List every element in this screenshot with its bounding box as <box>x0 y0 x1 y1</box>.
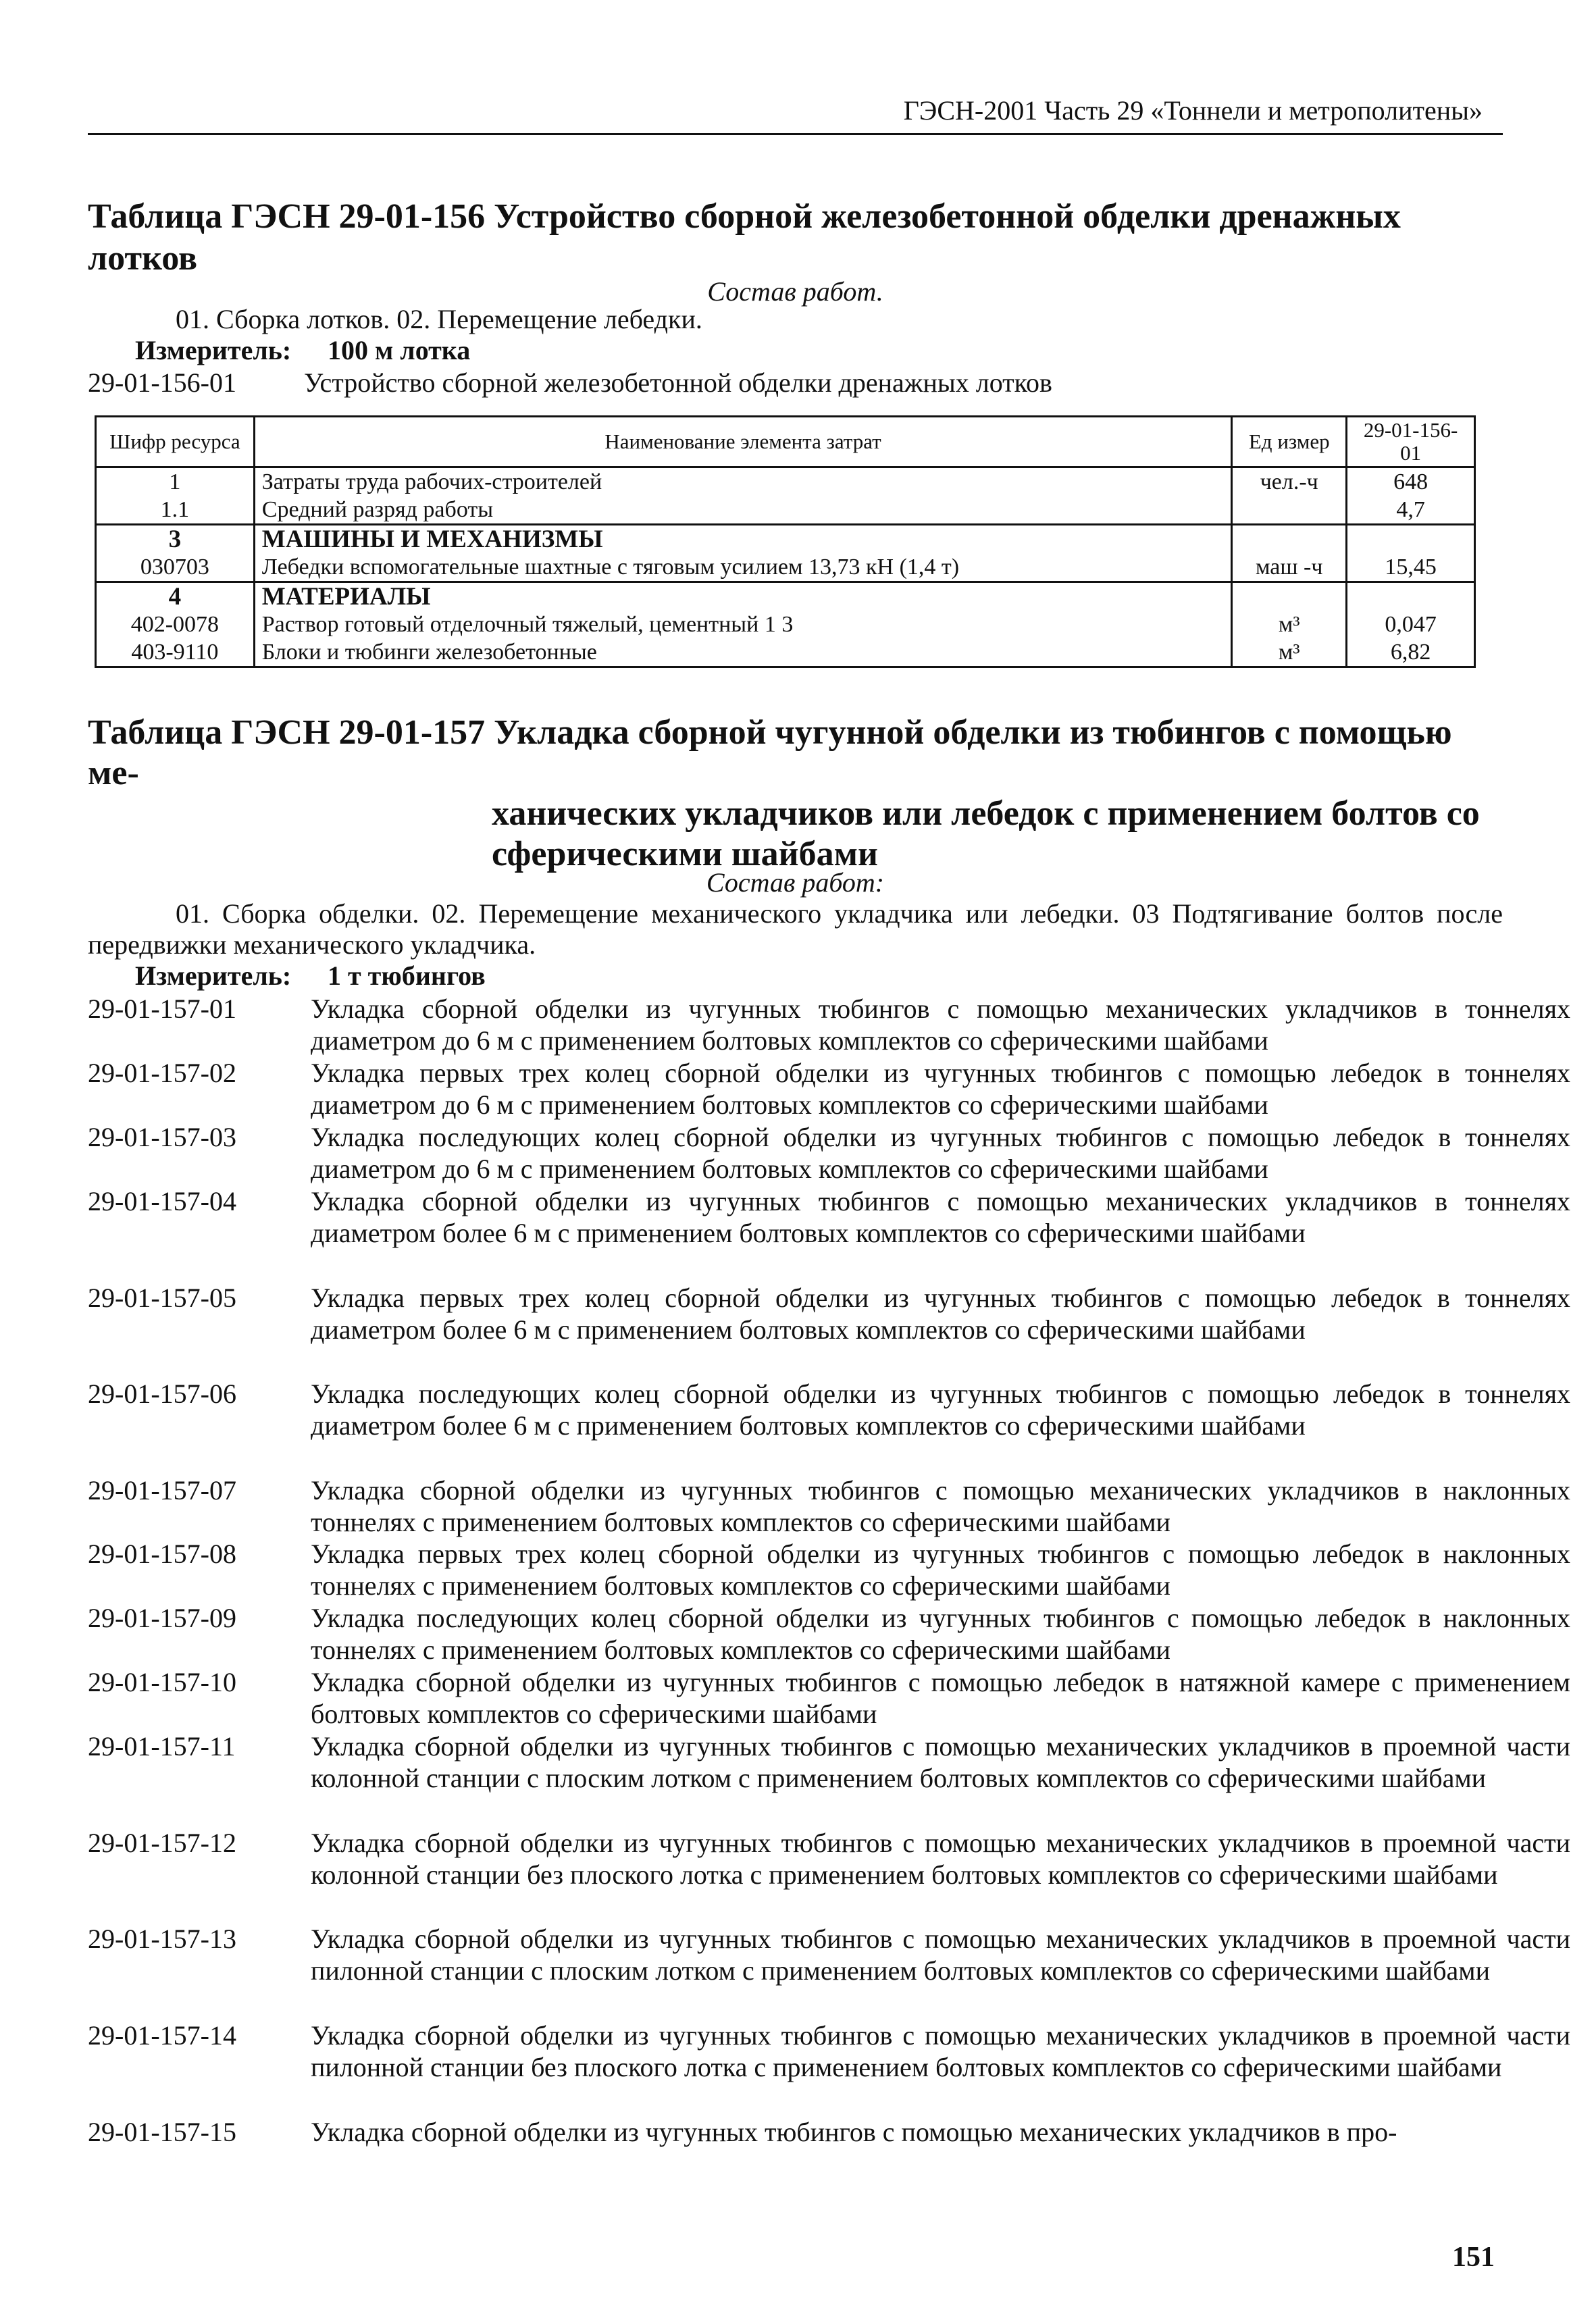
table-row <box>96 638 1475 667</box>
table-157-title-line-3: сферическими шайбами <box>492 835 878 873</box>
cell-value: 648 <box>1347 467 1475 496</box>
table-156-measure-label: Измеритель: <box>135 335 292 365</box>
norm-description: Укладка сборной обделки из чугунных тюбингов с помощью механических укладчиков в проемной части пилонной станции без плоского лотка с применением болтовых комплектов со сферическими шайбами <box>311 2020 1570 2082</box>
column-header-code: Шифр ресурса <box>96 417 255 467</box>
norm-description: Укладка сборной обделки из чугунных тюбингов с помощью механических укладчиков в про- <box>311 2117 1397 2147</box>
table-row <box>96 553 1475 582</box>
norm-code: 29-01-157-14 <box>88 2020 236 2051</box>
table-156-composition-text: 01. Сборка лотков. 02. Перемещение лебедки. <box>176 304 702 334</box>
cell-group-name: МАТЕРИАЛЫ <box>254 582 1232 611</box>
norm-description: Укладка сборной обделки из чугунных тюбингов с помощью механических укладчиков в тоннелях диаметром до 6 м с применением болтовых комплектов со сферическими шайбами <box>311 994 1570 1056</box>
table-row <box>96 611 1475 638</box>
page-number: 151 <box>1452 2242 1495 2273</box>
cell-code: 3 <box>96 525 255 554</box>
cell-name: Раствор готовый отделочный тяжелый, цементный 1 3 <box>254 611 1232 638</box>
norm-description: Укладка сборной обделки из чугунных тюбингов с помощью механических укладчиков в тоннелях диаметром более 6 м с применением болтовых комплектов со сферическими шайбами <box>311 1186 1570 1248</box>
norm-code: 29-01-157-11 <box>88 1731 236 1762</box>
table-header-row <box>96 417 1475 467</box>
norm-code: 29-01-157-08 <box>88 1539 236 1569</box>
cell-value: 6,82 <box>1347 638 1475 667</box>
table-row <box>96 496 1475 525</box>
norm-code: 29-01-157-06 <box>88 1379 236 1409</box>
norm-code: 29-01-157-05 <box>88 1283 236 1313</box>
norm-code: 29-01-157-13 <box>88 1924 236 1954</box>
cell-unit: маш -ч <box>1232 553 1347 582</box>
cell-code: 1 <box>96 467 255 496</box>
cell-unit <box>1232 525 1347 554</box>
norm-code: 29-01-157-04 <box>88 1186 236 1216</box>
cell-name: Лебедки вспомогательные шахтные с тяговым усилием 13,73 кН (1,4 т) <box>254 553 1232 582</box>
cell-name: Средний разряд работы <box>254 496 1232 525</box>
norm-code: 29-01-157-02 <box>88 1058 236 1088</box>
table-157-title-line-2: ханических укладчиков или лебедок с применением болтов со <box>492 794 1480 833</box>
table-157-composition-text: 01. Сборка обделки. 02. Перемещение механического укладчика или лебедки. 03 Подтягивание болтов после передвижки механического укладчика. <box>88 898 1503 960</box>
table-157-composition-heading: Состав работ: <box>706 867 885 898</box>
cell-unit <box>1232 496 1347 525</box>
table-157-title-line-1: Таблица ГЭСН 29-01-157 Укладка сборной чугунной обделки из тюбингов с помощью ме- <box>88 713 1452 792</box>
cell-code: 1.1 <box>96 496 255 525</box>
column-header-name: Наименование элемента затрат <box>254 417 1232 467</box>
norm-code: 29-01-157-10 <box>88 1667 236 1697</box>
table-157-title <box>88 713 1493 875</box>
cell-group-name: МАШИНЫ И МЕХАНИЗМЫ <box>254 525 1232 554</box>
table-row <box>96 525 1475 554</box>
norm-code: 29-01-157-01 <box>88 994 236 1024</box>
norm-description: Укладка сборной обделки из чугунных тюбингов с помощью механических укладчиков в наклонных тоннелях с применением болтовых комплектов со сферическими шайбами <box>311 1475 1570 1537</box>
column-header-norm: 29-01-156-01 <box>1347 417 1475 467</box>
cell-unit: м³ <box>1232 638 1347 667</box>
table-row <box>96 582 1475 611</box>
cell-value: 15,45 <box>1347 553 1475 582</box>
cell-unit: чел.-ч <box>1232 467 1347 496</box>
cell-unit <box>1232 582 1347 611</box>
cell-code: 402-0078 <box>96 611 255 638</box>
table-156-measure-value: 100 м лотка <box>328 335 471 365</box>
table-157-measure-label: Измеритель: <box>135 960 292 991</box>
norm-code: 29-01-157-12 <box>88 1828 236 1858</box>
norm-description: Укладка последующих колец сборной обделки из чугунных тюбингов с помощью лебедок в наклонных тоннелях с применением болтовых комплектов со сферическими шайбами <box>311 1603 1570 1665</box>
norm-description: Укладка сборной обделки из чугунных тюбингов с помощью механических укладчиков в проемной части колонной станции без плоского лотка с применением болтовых комплектов со сферическими шайбами <box>311 1828 1570 1890</box>
table-157-measure-value: 1 т тюбингов <box>328 960 486 991</box>
norm-description: Укладка последующих колец сборной обделки из чугунных тюбингов с помощью лебедок в тоннелях диаметром до 6 м с применением болтовых комплектов со сферическими шайбами <box>311 1122 1570 1184</box>
cell-value: 4,7 <box>1347 496 1475 525</box>
running-header: ГЭСН-2001 Часть 29 «Тоннели и метрополитены» <box>903 95 1483 126</box>
table-row <box>96 467 1475 496</box>
table-156-title: Таблица ГЭСН 29-01-156 Устройство сборной железобетонной обделки дренажных лотков <box>88 197 1401 278</box>
cell-code: 4 <box>96 582 255 611</box>
norm-description: Укладка сборной обделки из чугунных тюбингов с помощью лебедок в натяжной камере с применением болтовых комплектов со сферическими шайбами <box>311 1667 1570 1729</box>
cell-unit: м³ <box>1232 611 1347 638</box>
norm-code: 29-01-157-07 <box>88 1475 236 1506</box>
cell-name: Блоки и тюбинги железобетонные <box>254 638 1232 667</box>
cell-code: 030703 <box>96 553 255 582</box>
cell-name: Затраты труда рабочих-строителей <box>254 467 1232 496</box>
cell-code: 403-9110 <box>96 638 255 667</box>
norm-code: 29-01-157-03 <box>88 1122 236 1152</box>
norm-description: Укладка последующих колец сборной обделки из чугунных тюбингов с помощью лебедок в тоннелях диаметром более 6 м с применением болтовых комплектов со сферическими шайбами <box>311 1379 1570 1441</box>
norm-description: Укладка первых трех колец сборной обделки из чугунных тюбингов с помощью лебедок в наклонных тоннелях с применением болтовых комплектов со сферическими шайбами <box>311 1539 1570 1601</box>
cell-value <box>1347 525 1475 554</box>
header-rule <box>88 133 1503 135</box>
resource-table <box>95 415 1476 668</box>
norm-description: Укладка первых трех колец сборной обделки из чугунных тюбингов с помощью лебедок в тоннелях диаметром более 6 м с применением болтовых комплектов со сферическими шайбами <box>311 1283 1570 1345</box>
cell-value <box>1347 582 1475 611</box>
table-156-norm-code: 29-01-156-01 <box>88 367 236 398</box>
cell-value: 0,047 <box>1347 611 1475 638</box>
norm-code: 29-01-157-09 <box>88 1603 236 1633</box>
norm-description: Укладка сборной обделки из чугунных тюбингов с помощью механических укладчиков в проемной части колонной станции с плоским лотком с применением болтовых комплектов со сферическими шайбами <box>311 1731 1570 1793</box>
table-156-norm-desc: Устройство сборной железобетонной обделки дренажных лотков <box>304 367 1052 398</box>
norm-description: Укладка сборной обделки из чугунных тюбингов с помощью механических укладчиков в проемной части пилонной станции с плоским лотком с применением болтовых комплектов со сферическими шайбами <box>311 1924 1570 1986</box>
column-header-unit: Ед измер <box>1232 417 1347 467</box>
table-156-composition-heading: Состав работ. <box>707 276 883 307</box>
norm-description: Укладка первых трех колец сборной обделки из чугунных тюбингов с помощью лебедок в тоннелях диаметром до 6 м с применением болтовых комплектов со сферическими шайбами <box>311 1058 1570 1120</box>
norm-code: 29-01-157-15 <box>88 2117 236 2147</box>
